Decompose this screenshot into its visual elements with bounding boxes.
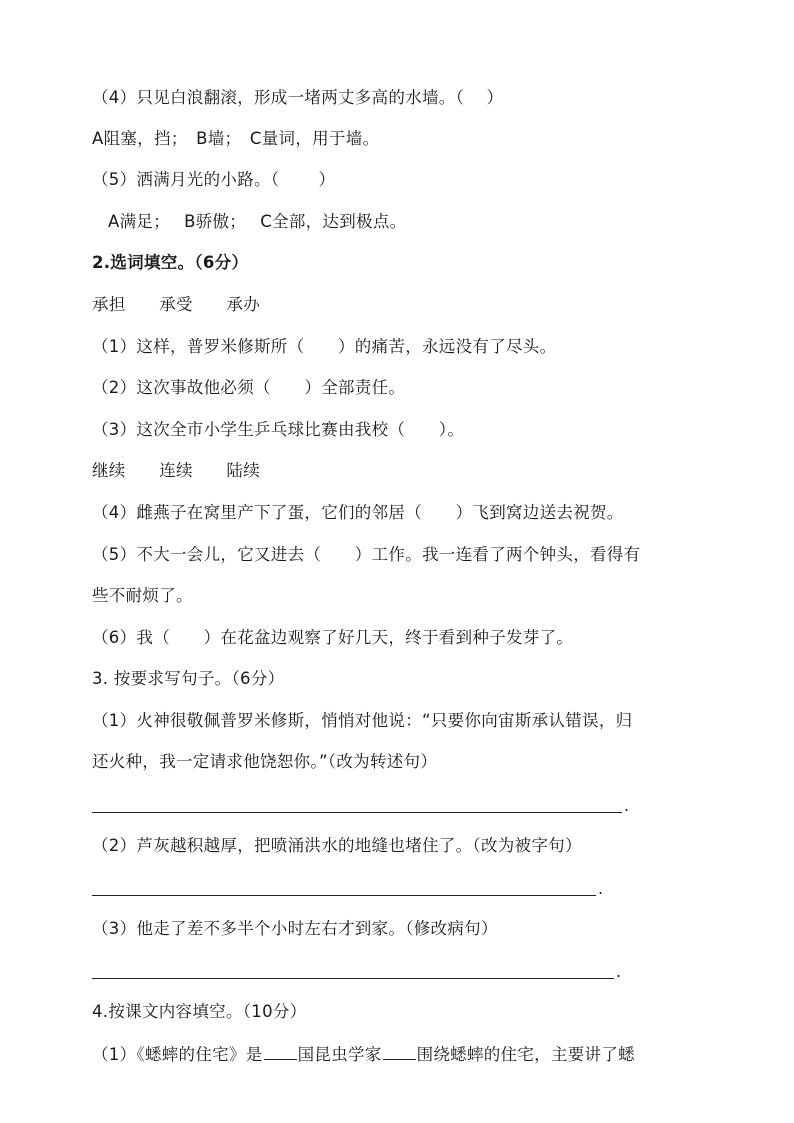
- q1-item5-options: A满足； B骄傲； C全部，达到极点。: [108, 212, 407, 231]
- q4-item1-blank-author[interactable]: [383, 1042, 416, 1060]
- q4-item1-part2: 国昆虫学家: [297, 1045, 382, 1064]
- q3-item1-answer-line[interactable]: [92, 812, 622, 813]
- q3-item3: （3）他走了差不多半个小时左右才到家。（修改病句）: [92, 919, 498, 938]
- q2-word-group-2: 继续 连续 陆续: [92, 461, 260, 480]
- q2-item3: （3）这次全市小学生乒乓球比赛由我校（ ）。: [92, 420, 465, 439]
- q1-item4-options: A阻塞，挡； B墙； C量词，用于墙。: [92, 129, 380, 148]
- q4-title: 4.按课文内容填空。（10分）: [92, 1002, 307, 1021]
- q2-title: 2.选词填空。（6分）: [92, 253, 249, 272]
- q3-item1-answer-end: .: [624, 796, 630, 815]
- q3-item3-answer-end: .: [616, 962, 622, 981]
- q2-item5-line2: 些不耐烦了。: [92, 586, 193, 605]
- q2-item1: （1）这样，普罗米修斯所（ ）的痛苦，永远没有了尽头。: [92, 337, 557, 356]
- q1-item5: （5）洒满月光的小路。（ ）: [92, 170, 336, 189]
- q3-item2-answer-end: .: [598, 879, 604, 898]
- q3-item1-line1: （1）火神很敬佩普罗米修斯，悄悄对他说：“只要你向宙斯承认错误，归: [92, 711, 633, 730]
- q4-item1: [92, 1042, 635, 1067]
- q3-item2: （2）芦灰越积越厚，把喷涌洪水的地缝也堵住了。（改为被字句）: [92, 836, 582, 855]
- q4-item1-part3: 围绕蟋蟀的住宅，主要讲了蟋: [416, 1045, 635, 1064]
- q2-item6: （6）我（ ）在花盆边观察了好几天，终于看到种子发芽了。: [92, 628, 574, 647]
- q2-item2: （2）这次事故他必须（ ）全部责任。: [92, 378, 406, 397]
- q3-item2-answer-line[interactable]: [92, 895, 596, 896]
- q4-item1-part1: （1）《蟋蟀的住宅》是: [92, 1045, 263, 1064]
- q1-item4: （4）只见白浪翻滚，形成一堵两丈多高的水墙。（ ）: [92, 88, 504, 107]
- q3-title: 3. 按要求写句子。（6分）: [92, 669, 285, 688]
- q2-word-group-1: 承担 承受 承办: [92, 295, 260, 314]
- q4-item1-blank-country[interactable]: [264, 1042, 297, 1060]
- q2-item4: （4）雌燕子在窝里产下了蛋，它们的邻居（ ）飞到窝边送去祝贺。: [92, 503, 624, 522]
- q3-item1-line2: 还火种，我一定请求他饶恕你。”（改为转述句）: [92, 752, 438, 771]
- q2-item5-line1: （5）不大一会儿，它又进去（ ）工作。我一连看了两个钟头，看得有: [92, 545, 641, 564]
- q3-item3-answer-line[interactable]: [92, 978, 614, 979]
